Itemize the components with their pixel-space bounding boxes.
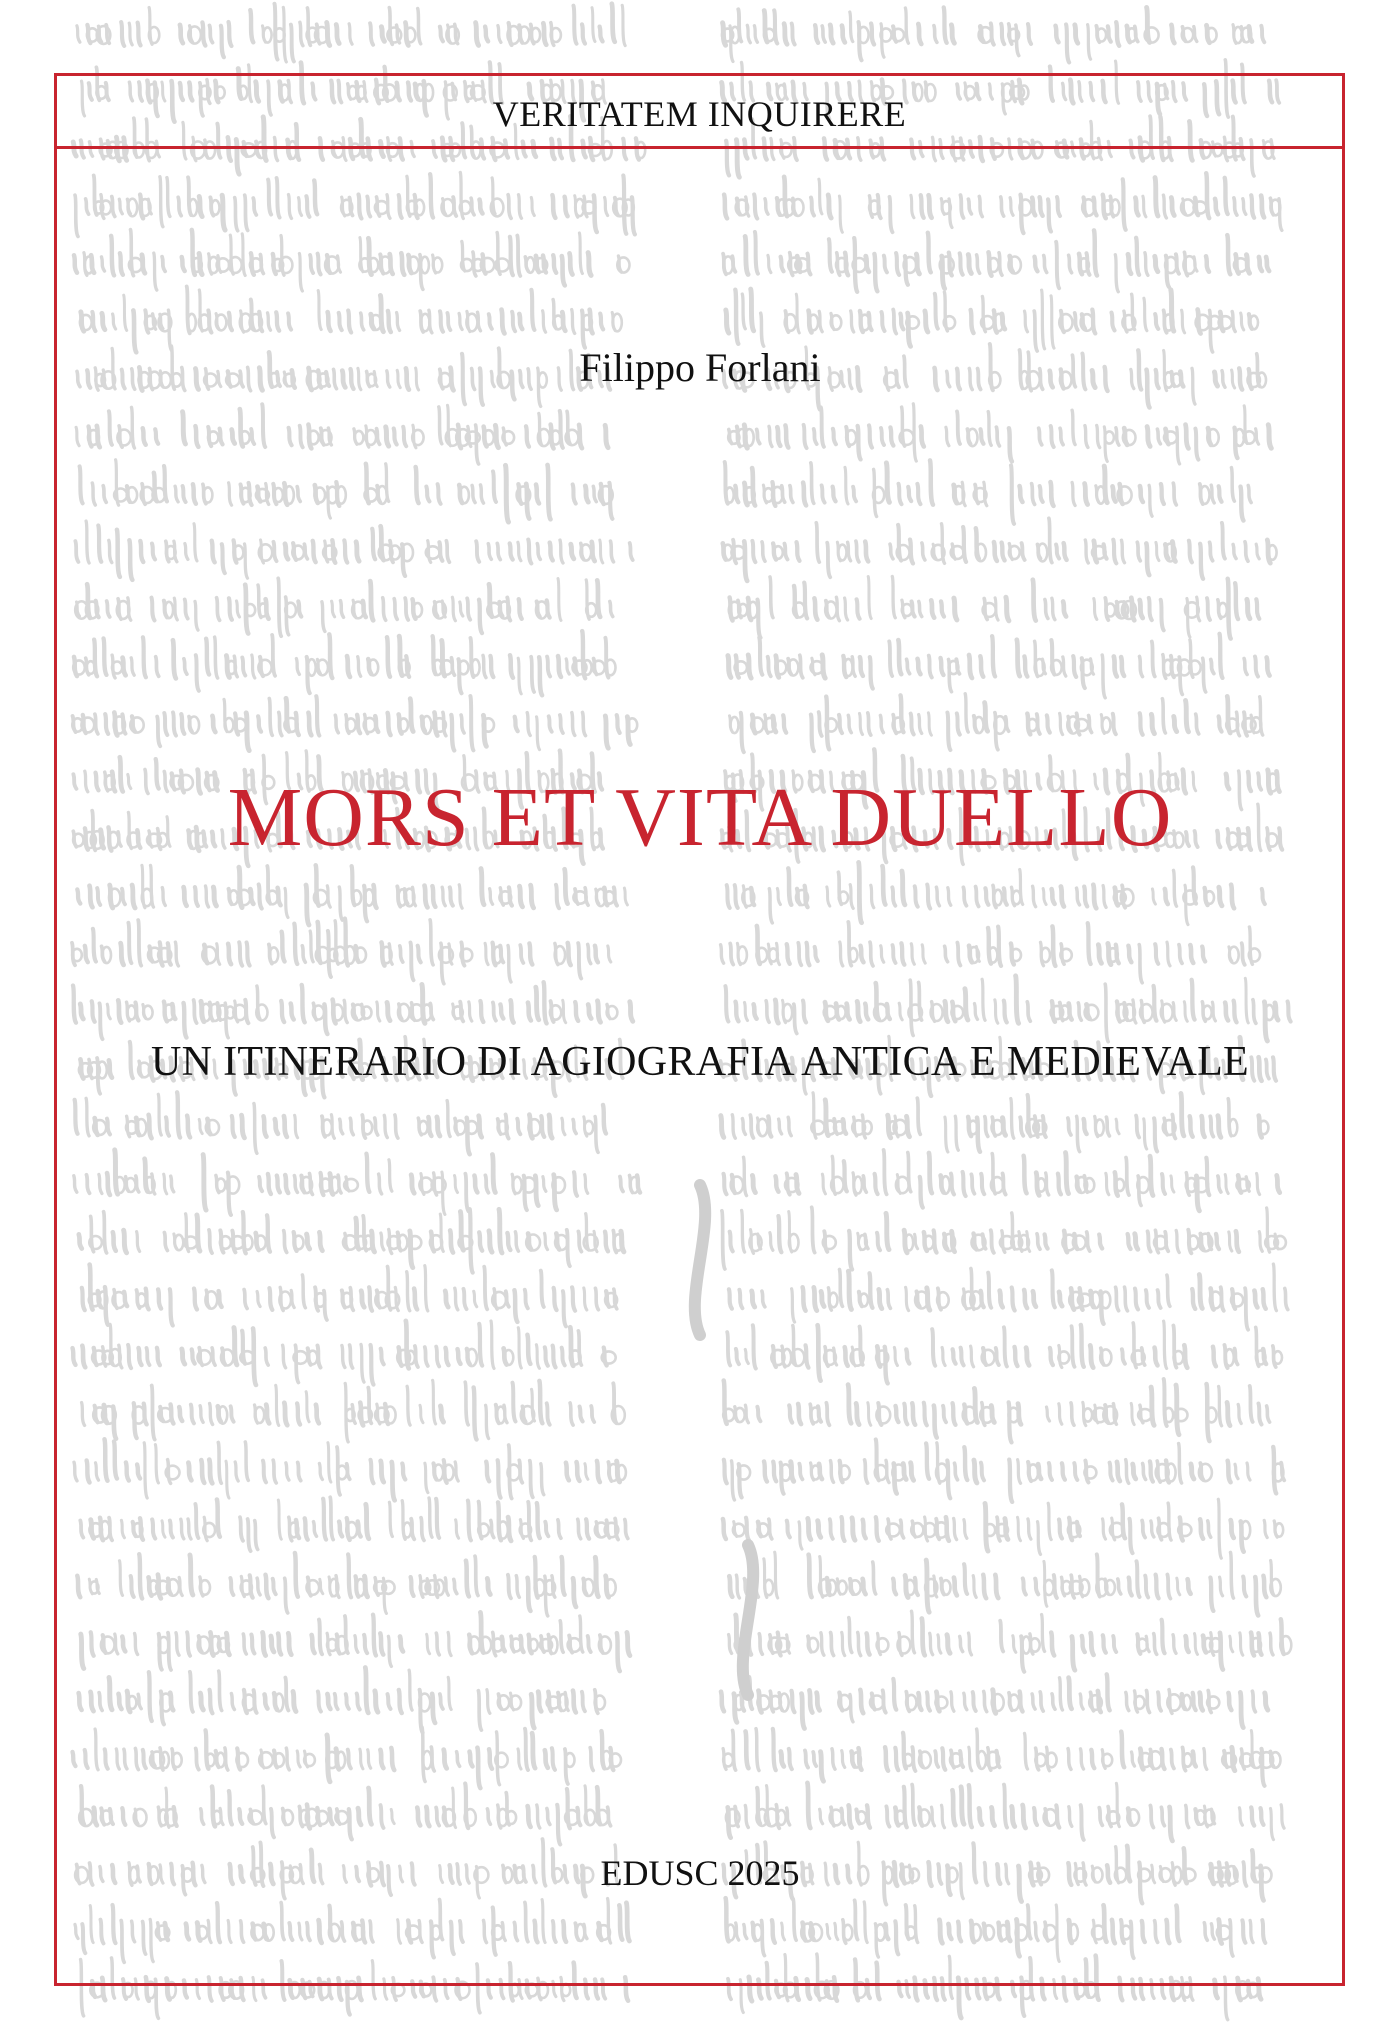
book-subtitle: UN ITINERARIO DI AGIOGRAFIA ANTICA E MEDIEVALE (151, 1039, 1249, 1085)
series-name: VERITATEM INQUIRERE (492, 94, 907, 134)
manuscript-line (722, 7, 1264, 62)
author-name: Filippo Forlani (579, 345, 821, 390)
series-band (54, 73, 1345, 149)
book-title: MORS ET VITA DUELLO (227, 771, 1173, 864)
publisher-imprint: EDUSC 2025 (600, 1853, 800, 1893)
manuscript-line (77, 4, 625, 62)
